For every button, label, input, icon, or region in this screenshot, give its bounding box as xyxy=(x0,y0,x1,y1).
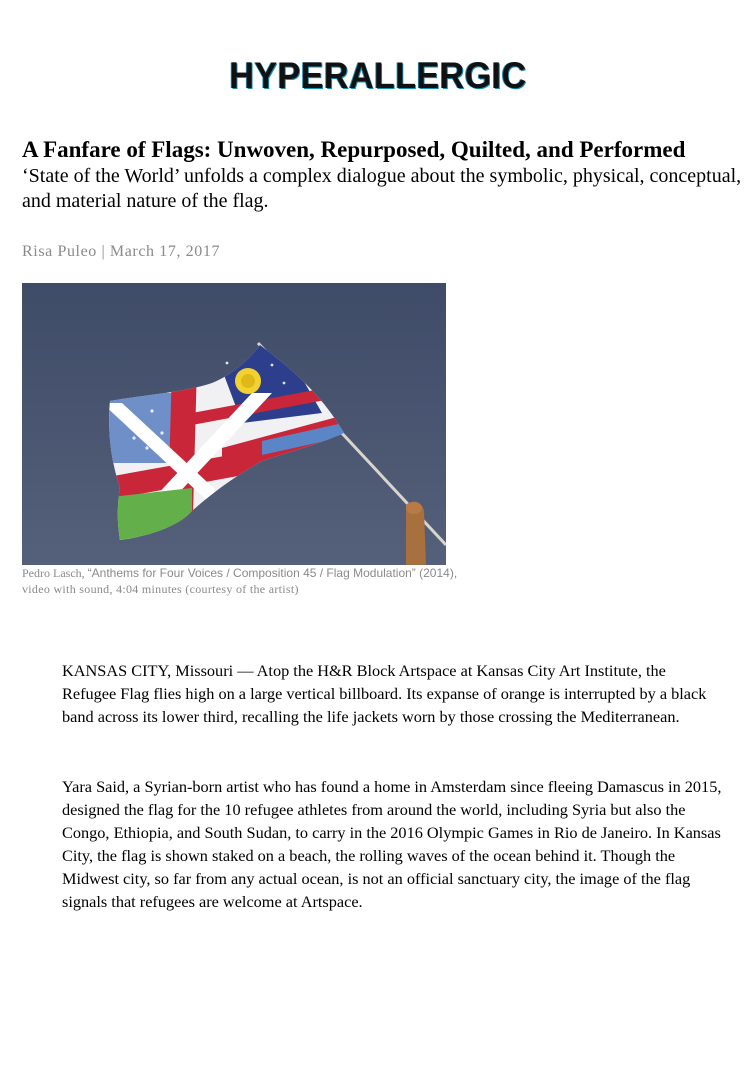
flag-photo-illustration xyxy=(22,283,446,565)
article-photo xyxy=(22,283,446,565)
article-subheadline: ‘State of the World’ unfolds a complex dialogue about the symbolic, physical, conceptual, and material nature of the flag. xyxy=(22,165,742,212)
caption-details: video with sound, 4:04 minutes (courtesy of the artist) xyxy=(22,582,299,596)
body-paragraph: Yara Said, a Syrian-born artist who has found a home in Amsterdam since fleeing Damascus in 2015, designed the flag for the 10 refugee athletes from around the world, including Syria but also the Congo, Ethiopia, and South Sudan, to carry in the 2016 Olympic Games in Rio de Janeiro. In Kansas City, the flag is shown staked on a beach, the rolling waves of the ocean behind it. Though the Midwest city, so far from any actual ocean, is not an official sanctuary city, the image of the flag signals that refugees are welcome at Artspace. xyxy=(62,777,722,911)
body-paragraph: KANSAS CITY, Missouri — Atop the H&R Block Artspace at Kansas City Art Institute, the Refugee Flag flies high on a large vertical billboard. Its expanse of orange is interrupted by a black band across its lower third, recalling the life jackets worn by those crossing the Mediterranean. xyxy=(62,661,707,726)
article-headline: A Fanfare of Flags: Unwoven, Repurposed, Quilted, and Performed xyxy=(22,137,686,162)
publication-logo[interactable]: HYPERALLERGIC xyxy=(229,55,527,96)
caption-artist: Pedro Lasch, xyxy=(22,566,88,580)
photo-caption xyxy=(22,565,582,597)
caption-work-title: “Anthems for Four Voices / Composition 45 / Flag Modulation” (2014), xyxy=(87,566,458,580)
article-byline: Risa Puleo | March 17, 2017 xyxy=(22,243,221,260)
